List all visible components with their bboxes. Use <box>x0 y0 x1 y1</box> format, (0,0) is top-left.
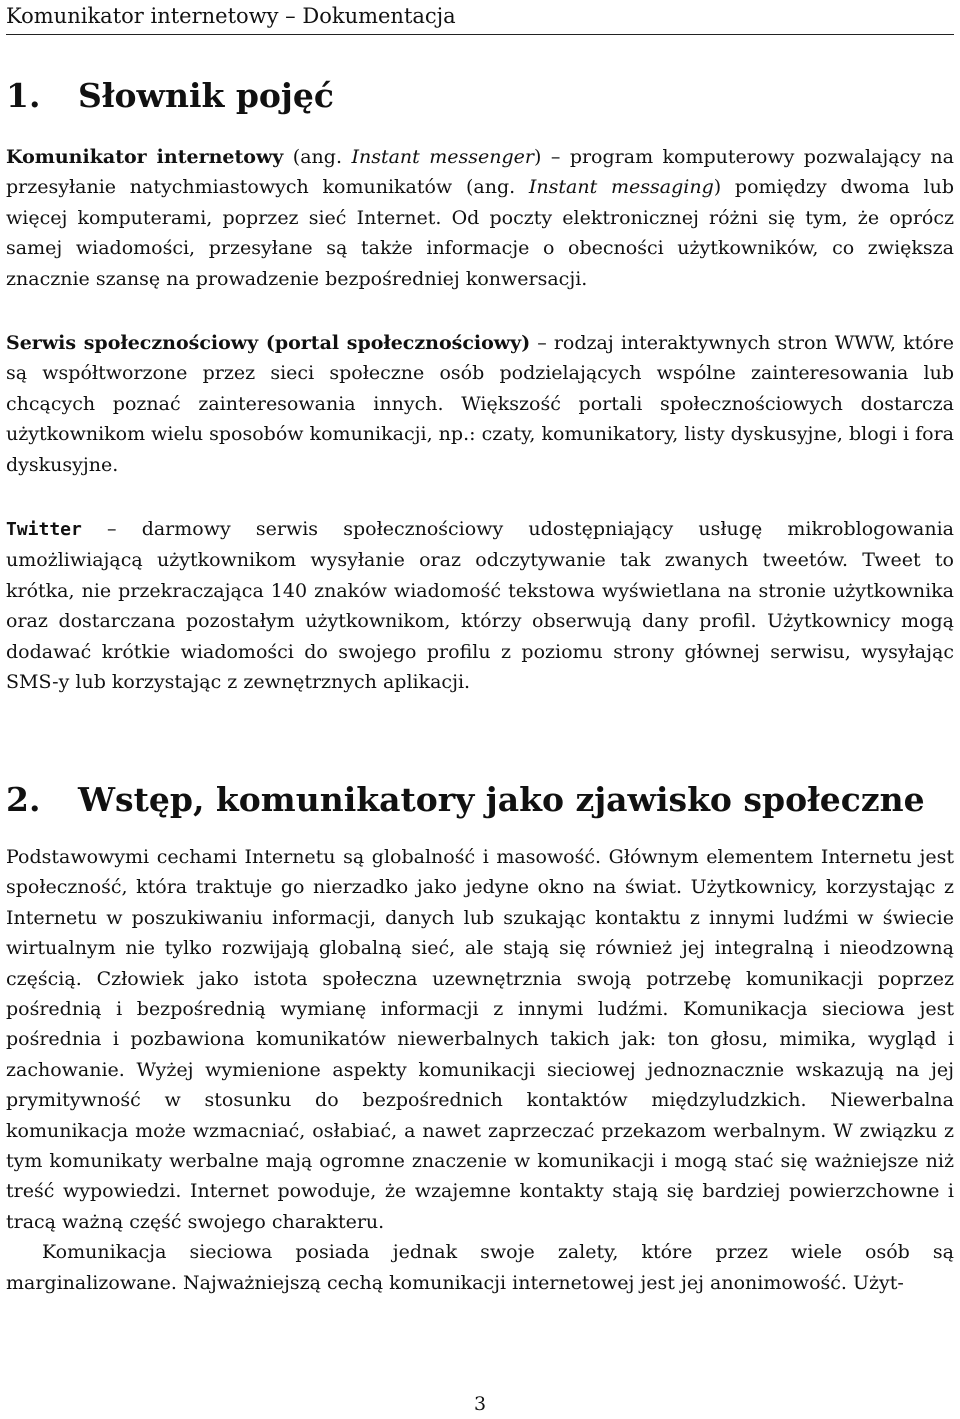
header-rule <box>6 34 954 35</box>
paragraph: Komunikacja sieciowa posiada jednak swoje zalety, które przez wiele osób są marginalizowane. Najważniejszą cechą komunikacji internetowej jest jej anonimowość. Użyt- <box>6 1241 954 1294</box>
definition-text: ) pomiędzy dwoma lub więcej komputerami, poprzez sieć Internet. Od poczty elektronicznej różni się tym, że oprócz samej wiadomości, przesyłane są także informacje o obecności użytkowników, co zwiększa znacznie szansę na prowadzenie bezpośredniej konwersacji. <box>6 176 954 290</box>
section-title: Wstęp, komunikatory jako zjawisko społeczne <box>78 780 925 819</box>
definition-italic: Instant messaging <box>528 176 714 199</box>
paragraph: Podstawowymi cechami Internetu są globalność i masowość. Głównym elementem Internetu jest społeczność, która traktuje go nierzadko jako jedyne okno na świat. Użytkownicy, korzystając z Internetu w poszukiwaniu informacji, danych lub szukając kontaktu z innymi ludźmi w świecie wirtualnym nie tylko rozwijają globalną sieć, ale stają się również jej integralną i nieodzowną częścią. Człowiek jako istota społeczna uzewnętrznia swoją potrzebę komunikacji poprzez pośrednią i bezpośrednią wymianę informacji z innymi ludźmi. Komunikacja sieciowa jest pośrednia i pozbawiona komunikatów niewerbalnych takich jak: ton głosu, mimika, wygląd i zachowanie. Wyżej wymienione aspekty komunikacji sieciowej jednoznacznie wskazują na jej prymitywność w stosunku do bezpośrednich kontaktów międzyludzkich. Niewerbalna komunikacja może wzmacniać, osłabiać, a nawet zaprzeczać przekazom werbalnym. W związku z tym komunikaty werbalne mają ogromne znaczenie w komunikacji i mogą stać się ważniejsze niż treść wypowiedzi. Internet powoduje, że wzajemne kontakty stają się bardziej powierzchowne i tracą ważną część swojego charakteru. <box>6 846 954 1233</box>
running-header: Komunikator internetowy – Dokumentacja <box>6 4 456 28</box>
definition-term: Twitter <box>6 519 82 540</box>
definition-term: Komunikator internetowy <box>6 146 284 168</box>
section-number: 1. <box>6 76 41 115</box>
definition-term: Serwis społecznościowy (portal społecznościowy) <box>6 332 531 354</box>
definition-text: ) – program komputerowy pozwalający na przesyłanie natychmiastowych komunikatów (ang. <box>6 146 954 199</box>
page-number: 3 <box>473 1393 487 1415</box>
section-heading-1 <box>6 76 334 116</box>
section-title: Słownik pojęć <box>78 76 334 115</box>
section-2-body <box>6 842 954 1298</box>
definition-komunikator <box>6 142 954 294</box>
definition-text: (ang. <box>283 146 352 168</box>
section-number: 2. <box>6 780 41 819</box>
definition-text: – darmowy serwis społecznościowy udostępniający usługę mikroblogowania umożliwiającą użytkownikom wysyłanie oraz odczytywanie tak zwanych tweetów. Tweet to krótka, nie przekraczająca 140 znaków wiadomość tekstowa wyświetlana na stronie użytkownika oraz dostarczana pozostałym użytkownikom, którzy obserwują dany profil. Użytkownicy mogą dodawać krótkie wiadomości do swojego profilu z poziomu strony głównej serwisu, wysyłając SMS-y lub korzystając z zewnętrznych aplikacji. <box>6 518 954 694</box>
definition-italic: Instant messenger <box>351 146 534 168</box>
definition-serwis <box>6 328 954 480</box>
definition-twitter <box>6 514 954 697</box>
definition-text: – rodzaj interaktywnych stron WWW, które są współtworzone przez sieci społeczne osób podzielających wspólne zainteresowania lub chcących poznać zainteresowania innych. Większość portali społecznościowych dostarcza użytkownikom wielu sposobów komunikacji, np.: czaty, komunikatory, listy dyskusyjne, blogi i fora dyskusyjne. <box>6 332 954 476</box>
section-heading-2 <box>6 780 925 820</box>
